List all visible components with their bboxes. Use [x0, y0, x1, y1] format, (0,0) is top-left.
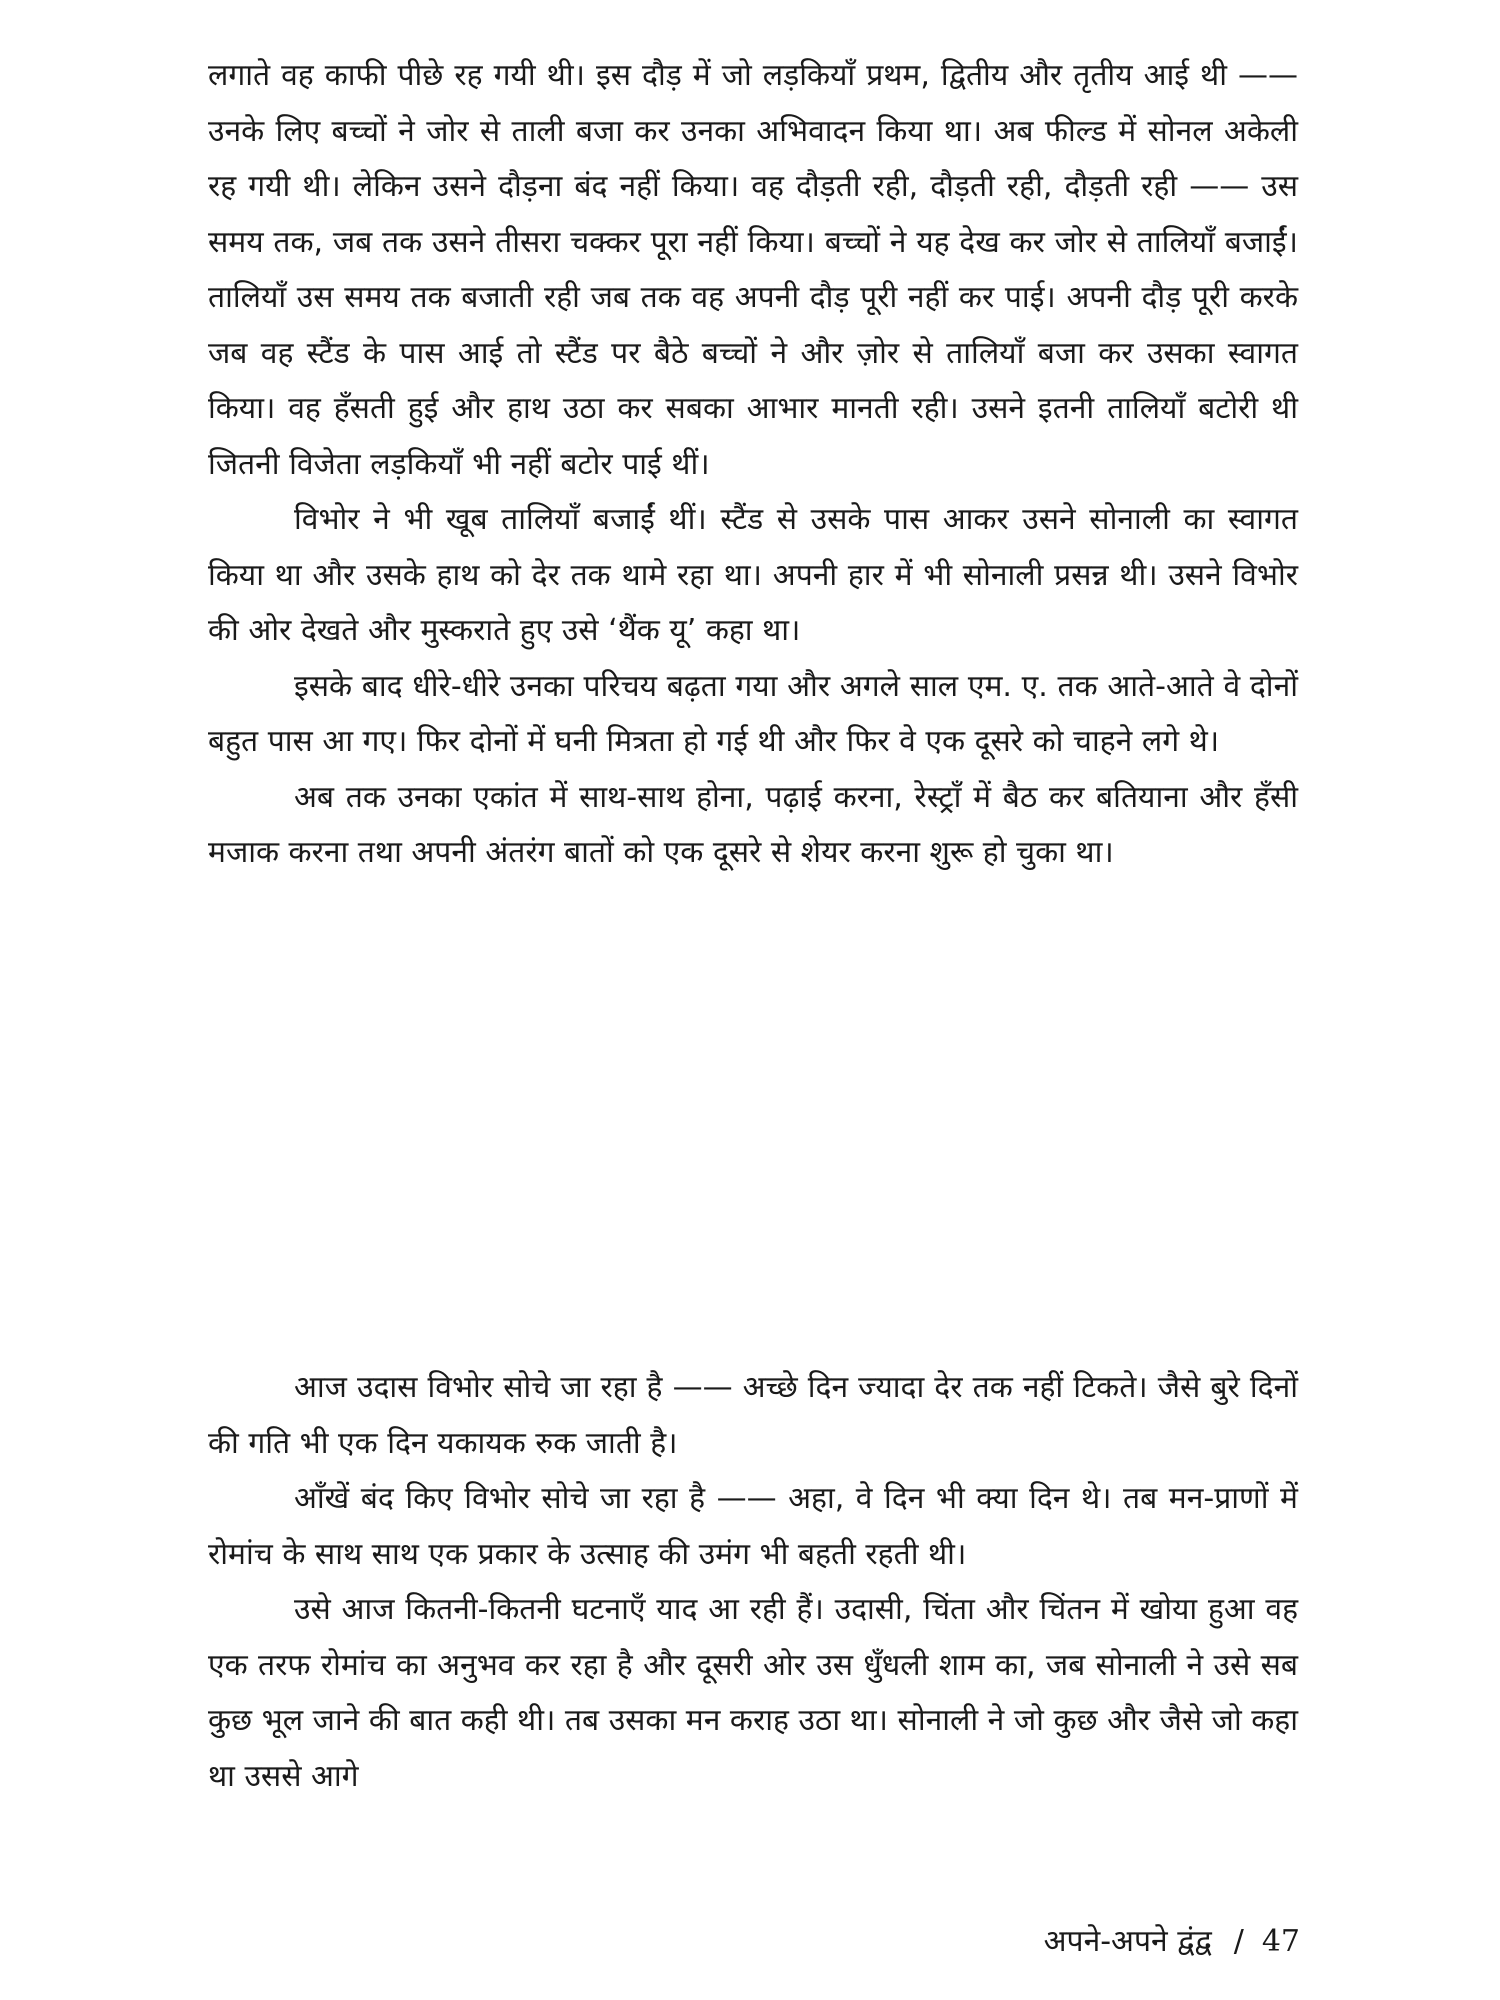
paragraph-sad-vibhor: आज उदास विभोर सोचे जा रहा है —— अच्छे दिन ज्यादा देर तक नहीं टिकते। जैसे बुरे दिनों की गति भी एक दिन यकायक रुक जाती है।: [208, 1370, 1298, 1461]
paragraph-time-together: अब तक उनका एकांत में साथ-साथ होना, पढ़ाई करना, रेस्ट्राँ में बैठ कर बतियाना और हँसी मजाक करना तथा अपनी अंतरंग बातों को एक दूसरे से शेयर करना शुरू हो चुका था।: [208, 779, 1298, 870]
paragraph-memories: उसे आज कितनी-कितनी घटनाएँ याद आ रही हैं। उदासी, चिंता और चिंतन में खोया हुआ वह एक तरफ रोमांच का अनुभव कर रहा है और दूसरी ओर उस धुँधली शाम का, जब सोनाली ने उसे सब कुछ भूल जाने की बात कही थी। तब उसका मन कराह उठा था। सोनाली ने जो कुछ और जैसे जो कहा था उससे आगे: [208, 1592, 1299, 1794]
footer-separator: /: [1233, 1924, 1244, 1959]
paragraph-those-days: आँखें बंद किए विभोर सोचे जा रहा है —— अहा, वे दिन भी क्या दिन थे। तब मन-प्राणों में रोमांच के साथ साथ एक प्रकार के उत्साह की उमंग भी बहती रहती थी।: [208, 1481, 1298, 1572]
paragraph-vibhor-applause: विभोर ने भी खूब तालियाँ बजाईं थीं। स्टैंड से उसके पास आकर उसने सोनाली का स्वागत किया था और उसके हाथ को देर तक थामे रहा था। अपनी हार में भी सोनाली प्रसन्न थी। उसने विभोर की ओर देखते और मुस्कराते हुए उसे ‘थैंक यू’ कहा था।: [208, 502, 1298, 648]
page-number: 47: [1261, 1924, 1300, 1959]
running-title: अपने-अपने द्वंद्व: [1043, 1924, 1212, 1959]
paragraph-growing-friendship: इसके बाद धीरे-धीरे उनका परिचय बढ़ता गया और अगले साल एम. ए. तक आते-आते वे दोनों बहुत पास आ गए। फिर दोनों में घनी मित्रता हो गई थी और फिर वे एक दूसरे को चाहने लगे थे।: [208, 668, 1298, 759]
text-section-one: [208, 48, 1298, 881]
paragraph-race-continuation: लगाते वह काफी पीछे रह गयी थी। इस दौड़ में जो लड़कियाँ प्रथम, द्वितीय और तृतीय आई थी —— उनके लिए बच्चों ने जोर से ताली बजा कर उनका अभिवादन किया था। अब फील्ड में सोनल अकेली रह गयी थी। लेकिन उसने दौड़ना बंद नहीं किया। वह दौड़ती रही, दौड़ती रही, दौड़ती रही —— उस समय तक, जब तक उसने तीसरा चक्कर पूरा नहीं किया। बच्चों ने यह देख कर जोर से तालियाँ बजाईं। तालियाँ उस समय तक बजाती रही जब तक वह अपनी दौड़ पूरी नहीं कर पाई। अपनी दौड़ पूरी करके जब वह स्टैंड के पास आई तो स्टैंड पर बैठे बच्चों ने और ज़ोर से तालियाँ बजा कर उसका स्वागत किया। वह हँसती हुई और हाथ उठा कर सबका आभार मानती रही। उसने इतनी तालियाँ बटोरी थी जितनी विजेता लड़कियाँ भी नहीं बटोर पाई थीं।: [208, 58, 1298, 482]
text-section-two: [208, 1360, 1298, 1804]
page-footer: [1044, 1920, 1300, 1964]
